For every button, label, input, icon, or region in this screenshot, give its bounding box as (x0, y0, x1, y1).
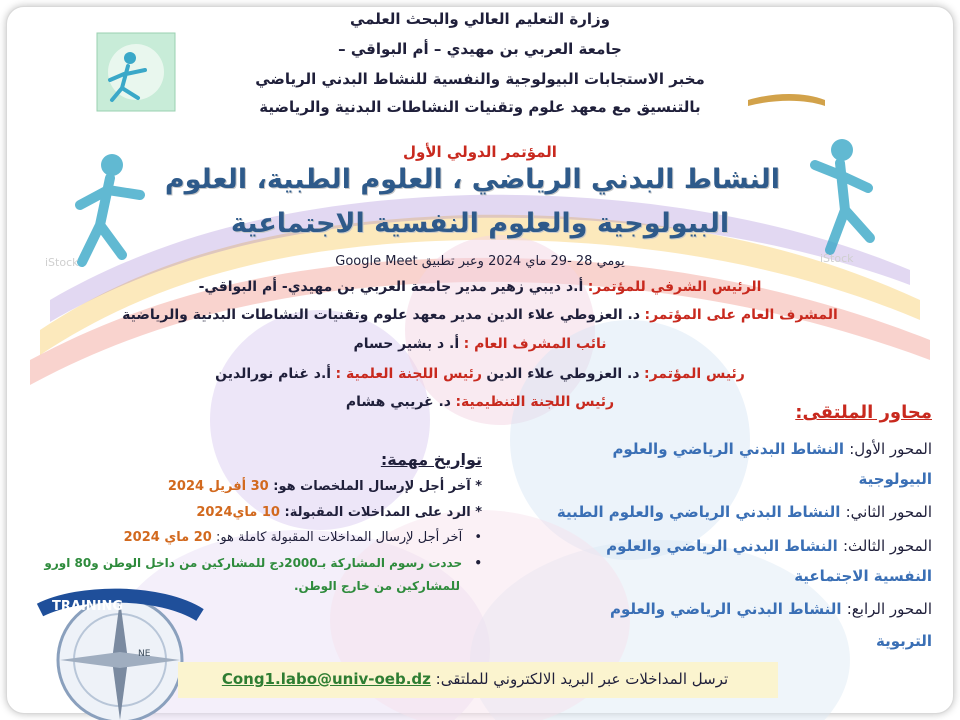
axis-4-prefix: المحور الرابع: (846, 600, 932, 618)
organizing-committee-value: د. غريبي هشام (345, 394, 451, 410)
general-supervisor (100, 307, 860, 323)
watermark-right: iStock (820, 252, 854, 265)
honorary-president (150, 279, 810, 295)
runner-right-icon (815, 139, 870, 250)
axis-2-prefix: المحور الثاني: (845, 503, 932, 521)
axis-4-cont: التربوية (876, 632, 932, 650)
footer-line (190, 670, 760, 688)
date-fullpaper-value: 20 ماي 2024 (123, 530, 212, 545)
footer-text: ترسل المداخلات عبر البريد الالكتروني للملتقى: (435, 670, 729, 688)
scientific-committee-value: أ.د غنام نورالدين (215, 366, 332, 382)
training-text: TRAINING (52, 599, 124, 614)
lab-line: مخبر الاستجابات البيولوجية والنفسية للنشاط البدني الرياضي (255, 70, 705, 88)
axis-3-text: النشاط البدني الرياضي والعلوم (606, 537, 838, 555)
axis-1-prefix: المحور الأول: (849, 440, 932, 458)
deputy-supervisor-value: أ. د بشير حسام (353, 336, 460, 352)
date-response (196, 505, 482, 520)
date-abstracts (168, 479, 482, 494)
conference-president-value: د. العزوطي علاء الدين (486, 366, 640, 382)
axis-item-1 (612, 440, 932, 458)
general-supervisor-label: المشرف العام على المؤتمر: (644, 307, 838, 323)
honorary-president-value: أ.د ديبي زهير مدير جامعة العربي بن مهيدي- أم البواقي- (198, 279, 584, 295)
watermark-left: iStock (45, 256, 79, 269)
axis-1-text: النشاط البدني الرياضي والعلوم (612, 440, 844, 458)
axis-3-prefix: المحور الثالث: (842, 537, 932, 555)
date-response-text: * الرد على المداخلات المقبولة: (284, 505, 482, 520)
conference-dates: يومي 28 -29 ماي 2024 وعبر تطبيق Google Meet (335, 254, 625, 269)
date-abstracts-value: 30 أفريل 2024 (167, 479, 269, 494)
conference-president-label: رئيس المؤتمر: (644, 366, 745, 382)
footer-email-link[interactable]: Cong1.labo@univ-oeb.dz (221, 670, 431, 688)
general-supervisor-value: د. العزوطي علاء الدين مدير معهد علوم وتقنيات النشاطات البدنية والرياضية (122, 307, 641, 323)
axis-item-3 (606, 537, 932, 555)
organizing-committee-label: رئيس اللجنة التنظيمية: (455, 394, 615, 410)
university-line: جامعة العربي بن مهيدي – أم البواقي – (338, 40, 622, 58)
date-fullpaper: • آخر أجل لإرسال المداخلات المقبولة كاملة هو: 20 ماي 2024 (123, 530, 482, 545)
runner-left-icon (80, 154, 140, 262)
axis-1-cont: البيولوجية (858, 470, 932, 488)
deputy-supervisor (250, 336, 710, 352)
compass-ne-text: NE (138, 649, 151, 659)
axis-item-2 (557, 503, 932, 521)
date-response-value: 10 ماي2024 (196, 505, 280, 520)
fee-text-1: حددت رسوم المشاركة بـ2000دج للمشاركين من داخل الوطن و80 اورو (44, 556, 463, 570)
conference-title-1: النشاط البدني الرياضي ، العلوم الطبية، العلوم (164, 164, 780, 195)
scientific-committee-label: رئيس اللجنة العلمية : (335, 366, 482, 382)
axes-heading: محاور الملتقى: (795, 402, 932, 423)
organizing-committee (250, 394, 710, 410)
conference-tag: المؤتمر الدولي الأول (403, 143, 557, 161)
coordination-line: بالتنسيق مع معهد علوم وتقنيات النشاطات البدنية والرياضية (259, 98, 701, 116)
deputy-supervisor-label: نائب المشرف العام : (463, 336, 607, 352)
conference-president (150, 366, 810, 382)
conference-title-2: البيولوجية والعلوم النفسية الاجتماعية (230, 208, 730, 239)
date-abstracts-text: * آخر أجل لإرسال الملخصات هو: (273, 479, 482, 494)
axis-2-text: النشاط البدني الرياضي والعلوم الطبية (556, 503, 841, 521)
axis-item-4 (610, 600, 932, 618)
axis-4-text: النشاط البدني الرياضي والعلوم (609, 600, 842, 618)
axis-3-cont: النفسية الاجتماعية (794, 567, 932, 585)
dates-heading: تواريخ مهمة: (380, 450, 482, 469)
honorary-president-label: الرئيس الشرفي للمؤتمر: (587, 279, 762, 295)
fee-line-2: للمشاركين من خارج الوطن. (293, 579, 460, 593)
fee-line-1: • حددت رسوم المشاركة بـ2000دج للمشاركين من داخل الوطن و80 اورو (44, 556, 482, 570)
date-fullpaper-text: آخر أجل لإرسال المداخلات المقبولة كاملة هو: (215, 530, 463, 545)
ministry-line: وزارة التعليم العالي والبحث العلمي (349, 10, 611, 28)
